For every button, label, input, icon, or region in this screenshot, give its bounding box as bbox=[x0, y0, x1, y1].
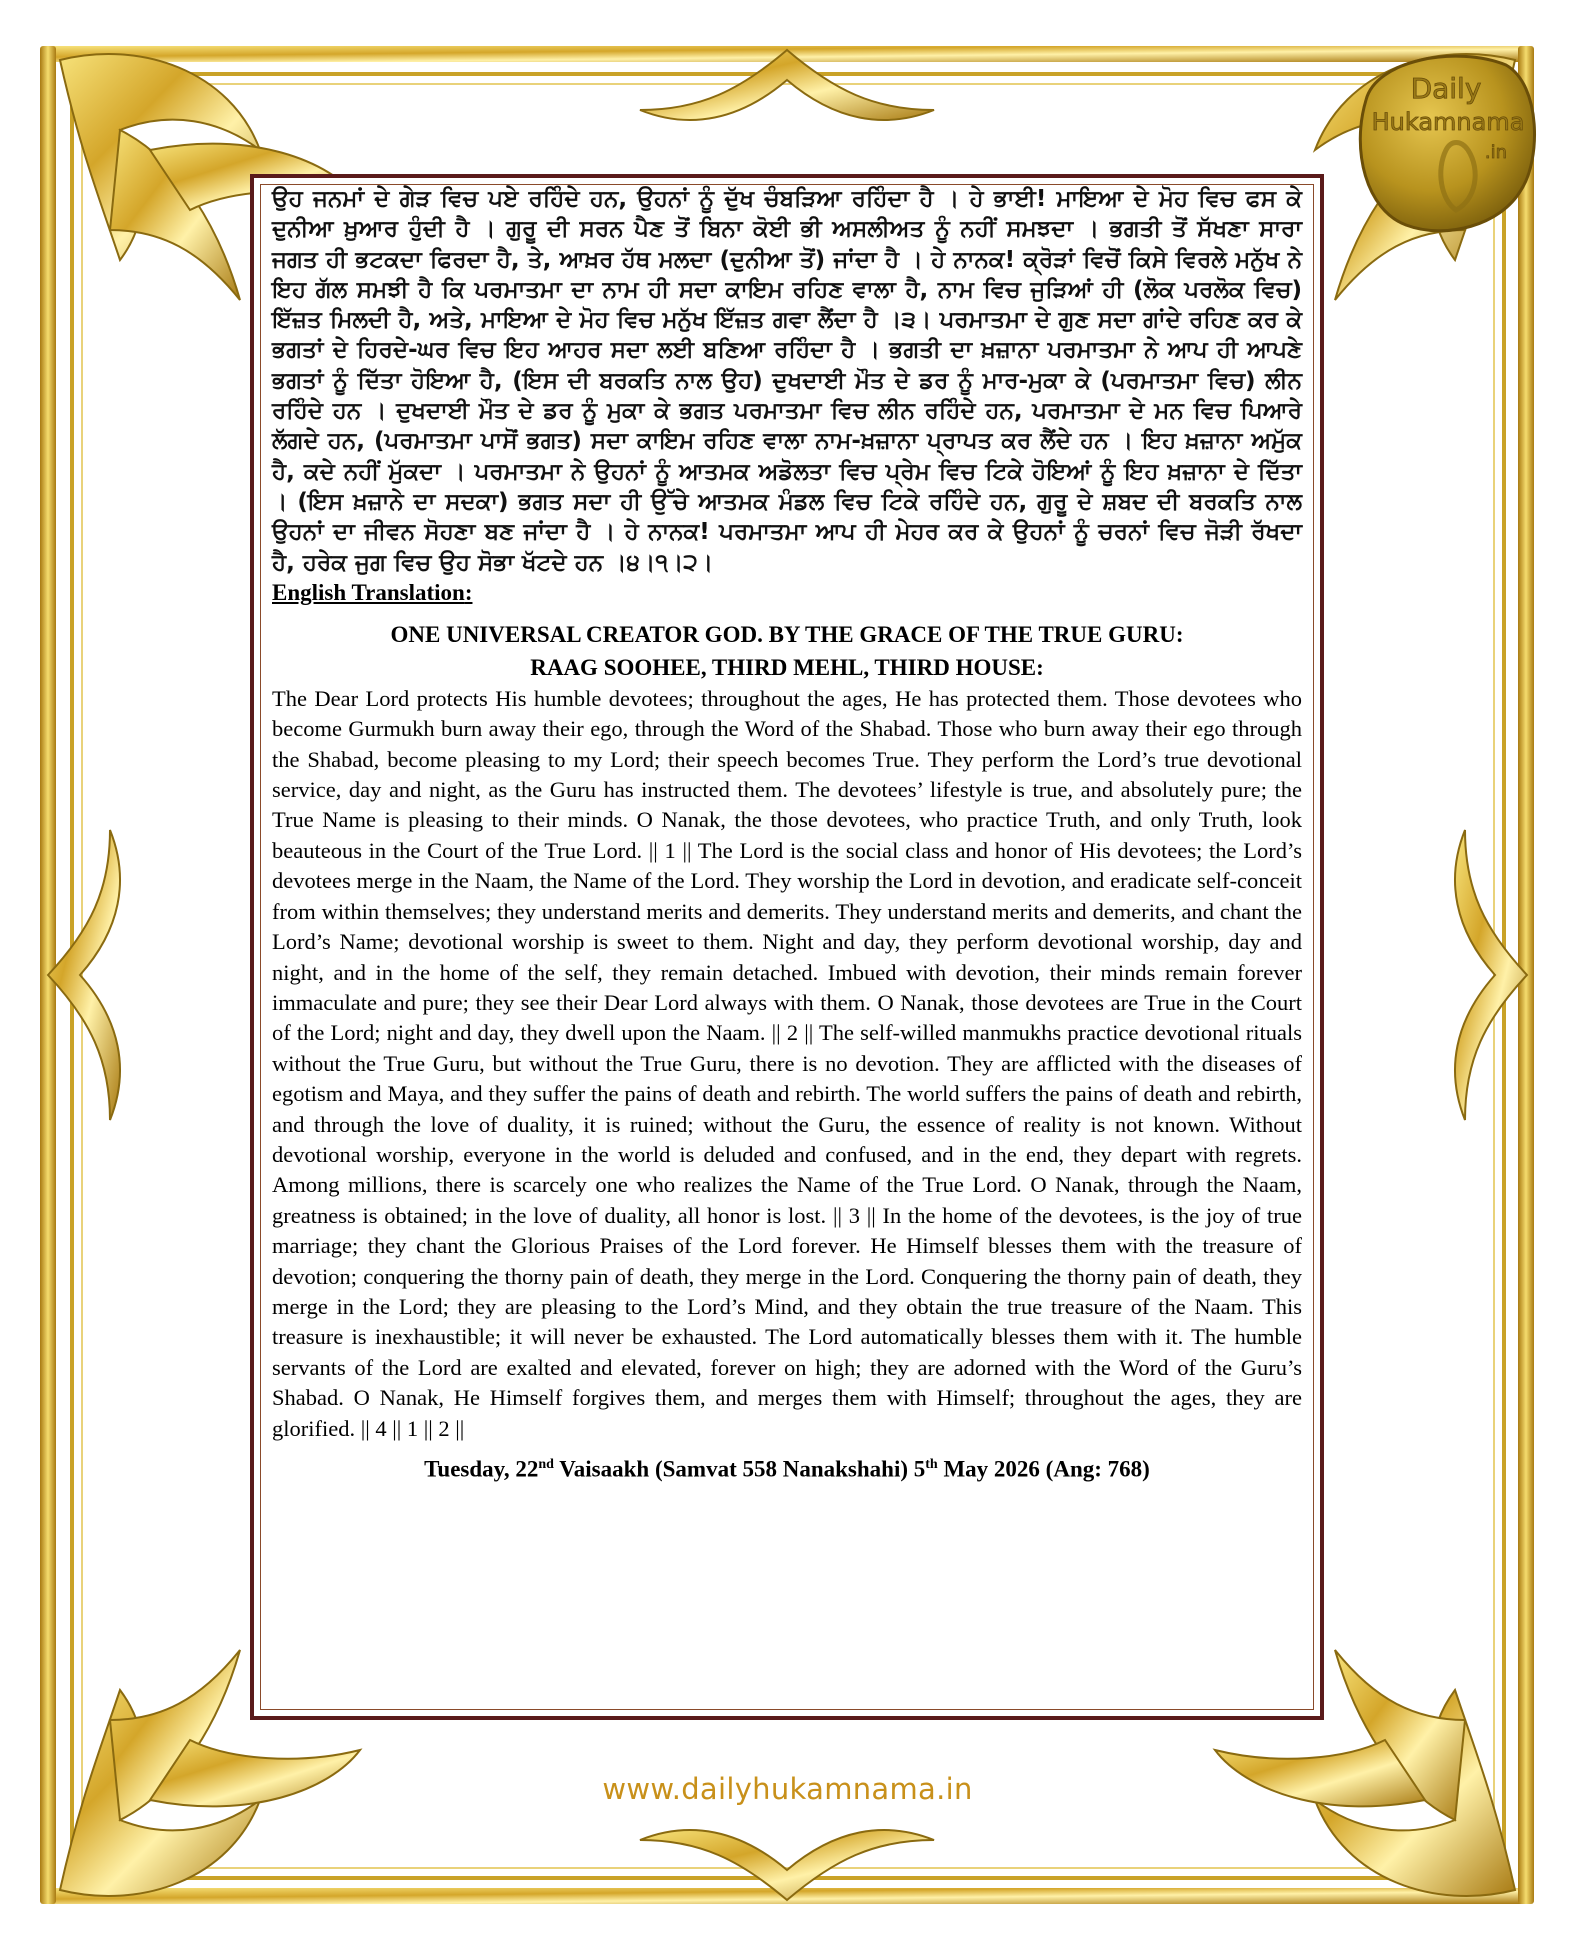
date-part-3: May 2026 (Ang: 768) bbox=[937, 1456, 1150, 1482]
date-part-1: Tuesday, 22 bbox=[424, 1456, 539, 1482]
logo-text-in: .in bbox=[1484, 142, 1508, 163]
website-link[interactable]: www.dailyhukamnama.in bbox=[602, 1772, 973, 1806]
date-part-2: Vaisaakh (Samvat 558 Nanakshahi) 5 bbox=[553, 1456, 926, 1482]
daily-hukamnama-logo bbox=[1336, 40, 1546, 240]
english-heading-label: English Translation bbox=[272, 579, 465, 605]
date-line bbox=[272, 1450, 1302, 1485]
date-sup-1: nd bbox=[538, 1457, 554, 1473]
content-area bbox=[272, 184, 1302, 1485]
logo-text-daily: Daily bbox=[1410, 72, 1482, 105]
english-translation-heading bbox=[272, 578, 1302, 608]
logo-text-hukamnama: Hukamnama bbox=[1371, 108, 1525, 136]
title-line-1: ONE UNIVERSAL CREATOR GOD. BY THE GRACE OF THE TRUE GURU: bbox=[390, 621, 1184, 647]
title-line-2: RAAG SOOHEE, THIRD MEHL, THIRD HOUSE: bbox=[530, 654, 1044, 680]
english-heading-colon: : bbox=[464, 579, 473, 605]
date-sup-2: th bbox=[925, 1457, 938, 1473]
english-translation-text: The Dear Lord protects His humble devotees; throughout the ages, He has protected them. Those devotees who become Gurmukh burn away their ego, through the Word of the Shabad. Those who burn away their ego through the Shabad, become pleasing to my Lord; their speech becomes True. They perform the Lord’s true devotional service, day and night, as the Guru has instructed them. The devotees’ lifestyle is true, and absolutely pure; the True Name is pleasing to their minds. O Nanak, the those devotees, who practice Truth, and only Truth, look beauteous in the Court of the True Lord. || 1 || The Lord is the social class and honor of His devotees; the Lord’s devotees merge in the Naam, the Name of the Lord. They worship the Lord in devotion, and eradicate self-conceit from within themselves; they understand merits and demerits. They understand merits and demerits, and chant the Lord’s Name; devotional worship is sweet to them. Night and day, they perform devotional worship, day and night, and in the home of the self, they remain detached. Imbued with devotion, their minds remain forever immaculate and pure; they see their Dear Lord always with them. O Nanak, those devotees are True in the Court of the Lord; night and day, they dwell upon the Naam. || 2 || The self-willed manmukhs practice devotional rituals without the True Guru, but without the True Guru, there is no devotion. They are afflicted with the diseases of egotism and Maya, and they suffer the pains of death and rebirth. The world suffers the pains of death and rebirth, and through the love of duality, it is ruined; without the Guru, the essence of reality is not known. Without devotional worship, everyone in the world is deluded and confused, and in the end, they depart with regrets. Among millions, there is scarcely one who realizes the Name of the True Lord. O Nanak, through the Naam, greatness is obtained; in the love of duality, all honor is lost. || 3 || In the home of the devotees, is the joy of true marriage; they chant the Glorious Praises of the Lord forever. He Himself blesses them with the treasure of devotion; conquering the thorny pain of death, they merge in the Lord. Conquering the thorny pain of death, they merge in the Lord; they are pleasing to the Lord’s Mind, and they obtain the true treasure of the Naam. This treasure is inexhaustible; it will never be exhausted. The Lord automatically blesses them with it. The humble servants of the Lord are exalted and elevated, forever on high; they are adorned with the Word of the Guru’s Shabad. O Nanak, He Himself forgives them, and merges them with Himself; throughout the ages, they are glorified. || 4 || 1 || 2 || bbox=[272, 685, 1302, 1441]
punjabi-translation: ਉਹ ਜਨਮਾਂ ਦੇ ਗੇੜ ਵਿਚ ਪਏ ਰਹਿੰਦੇ ਹਨ, ਉਹਨਾਂ ਨੂੰ ਦੁੱਖ ਚੰਬੜਿਆ ਰਹਿੰਦਾ ਹੈ । ਹੇ ਭਾਈ! ਮਾਇਆ ਦੇ ਮੋਹ ਵਿਚ ਫਸ ਕੇ ਦੁਨੀਆ ਖ਼ੁਆਰ ਹੁੰਦੀ ਹੈ । ਗੁਰੂ ਦੀ ਸਰਨ ਪੈਣ ਤੋਂ ਬਿਨਾ ਕੋਈ ਭੀ ਅਸਲੀਅਤ ਨੂੰ ਨਹੀਂ ਸਮਝਦਾ । ਭਗਤੀ ਤੋਂ ਸੱਖਣਾ ਸਾਰਾ ਜਗਤ ਹੀ ਭਟਕਦਾ ਫਿਰਦਾ ਹੈ, ਤੇ, ਆਖ਼ਰ ਹੱਥ ਮਲਦਾ (ਦੁਨੀਆ ਤੋਂ) ਜਾਂਦਾ ਹੈ । ਹੇ ਨਾਨਕ! ਕ੍ਰੋੜਾਂ ਵਿਚੋਂ ਕਿਸੇ ਵਿਰਲੇ ਮਨੁੱਖ ਨੇ ਇਹ ਗੱਲ ਸਮਝੀ ਹੈ ਕਿ ਪਰਮਾਤਮਾ ਦਾ ਨਾਮ ਹੀ ਸਦਾ ਕਾਇਮ ਰਹਿਣ ਵਾਲਾ ਹੈ, ਨਾਮ ਵਿਚ ਜੁੜਿਆਂ ਹੀ (ਲੋਕ ਪਰਲੋਕ ਵਿਚ) ਇੱਜ਼ਤ ਮਿਲਦੀ ਹੈ, ਅਤੇ, ਮਾਇਆ ਦੇ ਮੋਹ ਵਿਚ ਮਨੁੱਖ ਇੱਜ਼ਤ ਗਵਾ ਲੈਂਦਾ ਹੈ ।੩। ਪਰਮਾਤਮਾ ਦੇ ਗੁਣ ਸਦਾ ਗਾਂਦੇ ਰਹਿਣ ਕਰ ਕੇ ਭਗਤਾਂ ਦੇ ਹਿਰਦੇ-ਘਰ ਵਿਚ ਇਹ ਆਹਰ ਸਦਾ ਲਈ ਬਣਿਆ ਰਹਿੰਦਾ ਹੈ । ਭਗਤੀ ਦਾ ਖ਼ਜ਼ਾਨਾ ਪਰਮਾਤਮਾ ਨੇ ਆਪ ਹੀ ਆਪਣੇ ਭਗਤਾਂ ਨੂੰ ਦਿੱਤਾ ਹੋਇਆ ਹੈ, (ਇਸ ਦੀ ਬਰਕਤਿ ਨਾਲ ਉਹ) ਦੁਖਦਾਈ ਮੌਤ ਦੇ ਡਰ ਨੂੰ ਮਾਰ-ਮੁਕਾ ਕੇ (ਪਰਮਾਤਮਾ ਵਿਚ) ਲੀਨ ਰਹਿੰਦੇ ਹਨ । ਦੁਖਦਾਈ ਮੌਤ ਦੇ ਡਰ ਨੂੰ ਮੁਕਾ ਕੇ ਭਗਤ ਪਰਮਾਤਮਾ ਵਿਚ ਲੀਨ ਰਹਿੰਦੇ ਹਨ, ਪਰਮਾਤਮਾ ਦੇ ਮਨ ਵਿਚ ਪਿਆਰੇ ਲੱਗਦੇ ਹਨ, (ਪਰਮਾਤਮਾ ਪਾਸੋਂ ਭਗਤ) ਸਦਾ ਕਾਇਮ ਰਹਿਣ ਵਾਲਾ ਨਾਮ-ਖ਼ਜ਼ਾਨਾ ਪ੍ਰਾਪਤ ਕਰ ਲੈਂਦੇ ਹਨ । ਇਹ ਖ਼ਜ਼ਾਨਾ ਅਮੁੱਕ ਹੈ, ਕਦੇ ਨਹੀਂ ਮੁੱਕਦਾ । ਪਰਮਾਤਮਾ ਨੇ ਉਹਨਾਂ ਨੂੰ ਆਤਮਕ ਅਡੋਲਤਾ ਵਿਚ ਪ੍ਰੇਮ ਵਿਚ ਟਿਕੇ ਹੋਇਆਂ ਨੂੰ ਇਹ ਖ਼ਜ਼ਾਨਾ ਦੇ ਦਿੱਤਾ । (ਇਸ ਖ਼ਜ਼ਾਨੇ ਦਾ ਸਦਕਾ) ਭਗਤ ਸਦਾ ਹੀ ਉੱਚੇ ਆਤਮਕ ਮੰਡਲ ਵਿਚ ਟਿਕੇ ਰਹਿੰਦੇ ਹਨ, ਗੁਰੂ ਦੇ ਸ਼ਬਦ ਦੀ ਬਰਕਤਿ ਨਾਲ ਉਹਨਾਂ ਦਾ ਜੀਵਨ ਸੋਹਣਾ ਬਣ ਜਾਂਦਾ ਹੈ । ਹੇ ਨਾਨਕ! ਪਰਮਾਤਮਾ ਆਪ ਹੀ ਮੇਹਰ ਕਰ ਕੇ ਉਹਨਾਂ ਨੂੰ ਚਰਨਾਂ ਵਿਚ ਜੋੜੀ ਰੱਖਦਾ ਹੈ, ਹਰੇਕ ਜੁਗ ਵਿਚ ਉਹ ਸੋਭਾ ਖੱਟਦੇ ਹਨ ।੪।੧।੨। bbox=[272, 186, 1302, 576]
